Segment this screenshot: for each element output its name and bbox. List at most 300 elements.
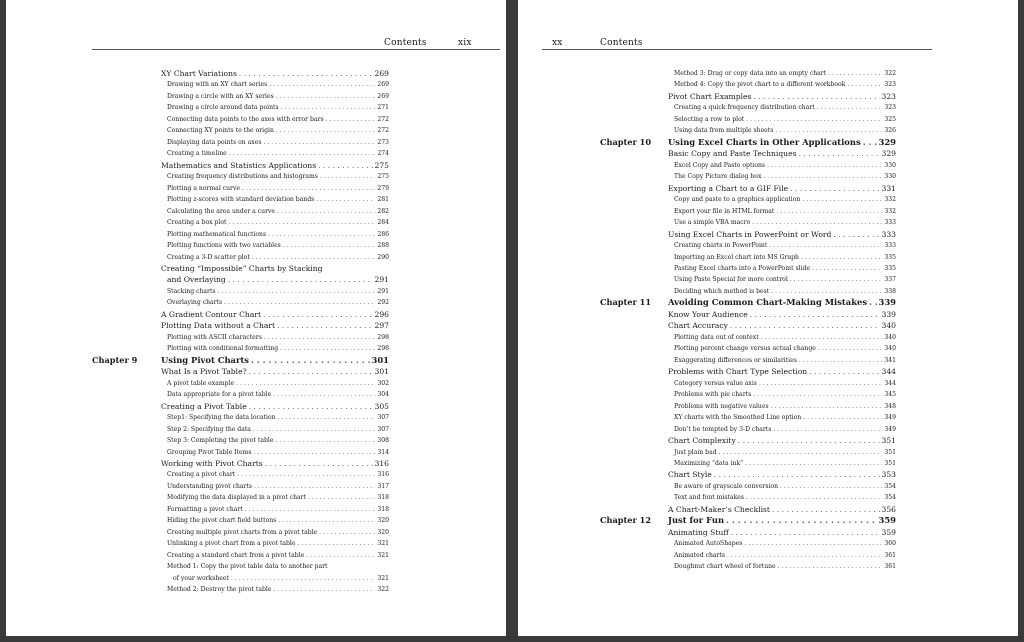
toc-subsection-entry [674,240,896,252]
toc-entry-title: Problems with negative values [674,402,769,410]
chapter-label: Chapter 11 [600,297,652,308]
toc-subsection-entry [674,125,896,137]
toc-entry-title: Animated AutoShapes [674,540,743,548]
toc-section-entry [668,435,896,447]
toc-entry-title: Method 1: Copy the pivot table data to another part [167,563,328,571]
toc-entry-title: Chart Complexity [668,436,736,446]
leader-dots [817,102,883,114]
toc-entry-page: 361 [884,563,896,571]
toc-entry-title: Method 3: Drag or copy data into an empty chart [674,70,827,77]
toc-entry-title: Text and font mistakes [674,494,745,502]
toc-subsection-entry [167,91,389,103]
toc-entry-page: 349 [884,414,896,422]
leader-dots [750,309,880,321]
toc-section-entry [668,148,896,160]
toc-entry-page: 288 [377,242,389,250]
toc-entry-page: 354 [884,494,896,502]
toc-subsection-entry [167,102,389,114]
leader-dots [229,148,376,160]
leader-dots [253,424,375,436]
toc-entry-page: 329 [881,149,896,159]
leader-dots [326,114,376,126]
toc-entry-page: 337 [884,276,896,284]
leader-dots [228,274,373,286]
toc-entry-title: Know Your Audience [668,309,748,319]
toc-entry-title: Modifying the data displayed in a pivot chart [167,494,307,502]
toc-entry-title: Creating a 3-D scatter plot [167,253,250,261]
leader-dots [280,343,375,355]
toc-entry-title: Using Excel Charts in Other Applications [668,136,861,147]
toc-entry-page: 333 [884,242,896,250]
leader-dots [277,320,372,332]
leader-dots [778,561,883,573]
leader-dots [828,68,882,80]
leader-dots [869,297,876,309]
toc-entry-title: Problems with pie charts [674,391,752,399]
toc-subsection-entry [674,68,896,80]
toc-entry-title: Plotting z-scores with standard deviation bands [167,196,315,204]
toc-entry-title: Excel Copy and Paste options [674,161,766,169]
toc-section-entry [668,91,896,103]
toc-section-entry [161,320,389,332]
toc-entry-title: Plotting functions with two variables [167,242,281,250]
toc-entry-page: 273 [377,138,389,146]
toc-entry-page: 304 [377,391,389,399]
toc-entry-page: 274 [377,150,389,158]
leader-dots [759,378,882,390]
toc-subsection-entry [674,343,896,355]
toc-entry-title: Copy and paste to a graphics application [674,196,801,204]
toc-subsection-entry [167,538,389,550]
toc-subsection-entry [167,252,389,264]
leader-dots [847,79,882,91]
toc-section-entry [668,504,896,516]
toc-entry-title: Be aware of grayscale conversion [674,482,779,490]
leader-dots [275,435,375,447]
toc-entry-title: The Copy Picture dialog box [674,173,762,181]
toc-subsection-entry [674,492,896,504]
leader-dots [277,206,375,218]
toc-entry-page: 333 [884,219,896,227]
toc-entry-title: Don’t be tempted by 3-D charts [674,425,772,433]
toc-entry-page: 321 [377,574,389,582]
leader-dots [245,504,376,516]
toc-entry-title: Animated charts [674,551,726,559]
toc-subsection-entry [167,550,389,562]
toc-entry-title: Method 4: Copy the pivot chart to a different workbook [674,81,846,89]
toc-entry-title: Creating multiple pivot charts from a pivot table [167,528,318,536]
toc-entry-title: Exaggerating differences or similarities [674,356,797,364]
toc-entry-page: 339 [878,297,896,308]
toc-subsection-entry [167,137,389,149]
toc-entry-title: Avoiding Common Chart-Making Mistakes [668,297,868,308]
toc-entry-title: Use a simple VBA macro [674,219,751,227]
toc-entry-page: 318 [377,494,389,502]
leader-dots [218,286,376,298]
leader-dots [268,229,375,241]
leader-dots [316,194,375,206]
leader-dots [863,137,877,149]
leader-dots [231,573,375,585]
toc-entry-title: and Overlaying [167,275,226,285]
toc-entry-title: Category versus value axis [674,379,757,387]
toc-entry-page: 271 [377,104,389,112]
leader-dots [278,412,376,424]
toc-entry-page: 359 [881,527,896,537]
toc-entry-title: Maximizing “data ink” [674,459,744,467]
toc-entry-title: Just plain bad [674,448,717,456]
toc-entry-page: 291 [377,287,389,295]
toc-entry-page: 341 [884,356,896,364]
toc-subsection-entry [167,561,389,573]
toc-entry-page: 335 [884,264,896,272]
toc-entry-page: 314 [377,448,389,456]
toc-entry-page: 297 [374,321,389,331]
toc-entry-title: Working with Pivot Charts [161,458,263,468]
toc-subsection-entry [674,412,896,424]
toc-entry-title: Basic Copy and Paste Techniques [668,149,797,159]
toc-entry-title: Creating a Pivot Table [161,401,247,411]
toc-section-entry [668,320,896,332]
leader-dots [237,469,375,481]
running-head-title: Contents [384,38,427,48]
leader-dots [249,401,373,413]
leader-dots [264,332,376,344]
toc-entry-title: Plotting with conditional formatting [167,345,279,353]
toc-subsection-entry [167,171,389,183]
toc-subsection-entry [674,332,896,344]
leader-dots [802,194,882,206]
toc-subsection-entry [674,458,896,470]
toc-entry-page: 269 [377,81,389,89]
toc-entry-title: Plotting data out of context [674,333,759,341]
leader-dots [224,297,375,309]
leader-dots [273,584,375,596]
toc-subsection-entry [167,114,389,126]
leader-dots [319,527,375,539]
leader-dots [269,79,375,91]
toc-entry-page: 323 [884,81,896,89]
toc-entry-page: 275 [377,173,389,181]
toc-subsection-entry [167,469,389,481]
toc-entry-page: 298 [377,345,389,353]
toc-entry-page: 296 [374,309,389,319]
toc-entry-title: Connecting data points to the axes with error bars [167,115,324,123]
toc-entry-title: of your worksheet [173,574,229,582]
toc-entry-title: XY Chart Variations [161,69,237,78]
toc-entry-page: 333 [881,229,896,239]
toc-entry-title: Data appropriate for a pivot table [167,391,272,399]
toc-subsection-entry [674,194,896,206]
toc-entry-page: 329 [878,136,896,147]
leader-dots [283,240,376,252]
toc-entry-title: Importing an Excel chart into MS Graph [674,253,799,261]
toc-chapter-entry [668,137,896,149]
leader-dots [746,114,882,126]
toc-entry-title: Creating charts in PowerPoint [674,242,768,250]
toc-section-entry [668,183,896,195]
toc-entry-title: Calculating the area under a curve [167,207,276,215]
toc-entry-page: 331 [881,183,896,193]
toc-entry-page: 281 [377,196,389,204]
leader-dots [790,274,883,286]
leader-dots [308,492,375,504]
toc-entry-page: 269 [374,69,389,78]
toc-entry-page: 338 [884,287,896,295]
leader-dots [318,160,372,172]
leader-dots [265,458,373,470]
toc-subsection-entry [167,584,389,596]
toc-subsection-entry [674,481,896,493]
toc-subsection-entry [167,229,389,241]
toc-entry-page: 353 [881,470,896,480]
leader-dots [753,389,882,401]
toc-entry-title: Using Excel Charts in PowerPoint or Word [668,229,832,239]
toc-entry-page: 317 [377,482,389,490]
toc-entry-title: Overlaying charts [167,299,223,307]
toc-subsection-entry [674,550,896,562]
toc-section-entry [668,309,896,321]
leader-dots [761,332,883,344]
toc-entry-page: 323 [884,104,896,112]
toc-entry-page: 330 [884,161,896,169]
toc-entry-title: Doughnut chart wheel of fortune [674,563,776,571]
leader-dots [818,343,883,355]
leader-dots [776,206,882,218]
leader-dots [727,550,882,562]
toc-subsection-entry [167,125,389,137]
toc-subsection-entry [173,573,389,585]
toc-subsection-entry [167,515,389,527]
toc-section-entry [668,229,896,241]
toc-entry-title: Creating a quick frequency distribution chart [674,104,815,112]
leader-dots [726,515,876,527]
toc-subsection-entry [167,492,389,504]
toc-entry-page: 269 [377,92,389,100]
toc-section-entry [668,527,896,539]
leader-dots [242,183,375,195]
toc-entry-page: 321 [377,551,389,559]
leader-dots [780,481,882,493]
toc-entry-title: Export your file in HTML format [674,207,775,215]
leader-dots [809,366,879,378]
toc-entry-title: Creating a box plot [167,219,227,227]
toc-entry-title: Step1: Specifying the data location [167,414,276,422]
toc-entry-title: Unlinking a pivot chart from a pivot table [167,540,296,548]
toc-subsection-entry [674,538,896,550]
toc-entry-title: Pivot Chart Examples [668,91,752,101]
header-rule [542,49,932,50]
toc-subsection-entry [674,102,896,114]
leader-dots [763,171,882,183]
toc-entry-title: Using Paste Special for more control [674,276,788,284]
toc-entry-title: Step 3: Completing the pivot table [167,437,274,445]
toc-entry-title: What Is a Pivot Table? [161,367,247,377]
toc-entry-page: 321 [377,540,389,548]
toc-subsection-entry [167,343,389,355]
left-page [6,0,506,636]
toc-entry-page: 332 [884,207,896,215]
header-rule [92,49,500,50]
toc-section-entry [161,160,389,172]
leader-dots [812,263,882,275]
leader-dots [772,504,880,516]
toc-entry-title: Connecting XY points to the origin [167,127,274,135]
toc-subsection-entry [167,378,389,390]
toc-chapter-entry [161,355,389,367]
toc-entry-title: Using data from multiple sheets [674,127,774,135]
toc-entry-title: Plotting mathematical functions [167,230,267,238]
toc-section-entry [668,366,896,378]
toc-subsection-entry [167,217,389,229]
toc-subsection-entry [674,263,896,275]
toc-entry-page: 279 [377,184,389,192]
page-number: xx [552,38,563,48]
leader-dots [254,481,375,493]
toc-entry-page: 298 [377,333,389,341]
toc-entry-title: Creating a pivot chart [167,471,236,479]
toc-entry-title: Creating frequency distributions and histograms [167,173,318,181]
leader-dots [745,458,882,470]
toc-entry-title: Drawing with an XY chart series [167,81,268,89]
toc-entry-page: 291 [374,275,389,285]
toc-entry-title: Hiding the pivot chart field buttons [167,517,277,525]
toc-entry-page: 316 [377,471,389,479]
leader-dots [767,160,882,172]
leader-dots [273,389,375,401]
toc-entry-title: Just for Fun [668,515,725,526]
toc-subsection-entry [674,114,896,126]
toc-subsection-entry [674,79,896,91]
toc-subsection-entry [167,527,389,539]
toc-subsection-entry [167,504,389,516]
toc-entry-page: 339 [881,309,896,319]
toc-subsection-entry [167,481,389,493]
toc-entry-page: 322 [884,70,896,77]
toc-subsection-entry [167,447,389,459]
leader-dots [771,401,883,413]
toc-subsection-entry [167,194,389,206]
toc-subsection-entry [167,424,389,436]
leader-dots [753,91,879,103]
toc-section-entry [161,401,389,413]
toc-entry-title: Drawing a circle around data points [167,104,279,112]
toc-entry-title: Understanding pivot charts [167,482,253,490]
toc-entry-page: 359 [878,515,896,526]
leader-dots [239,68,373,80]
toc-chapter-entry [668,515,896,527]
toc-subsection-entry [167,240,389,252]
toc-subsection-entry [674,252,896,264]
leader-dots [769,240,882,252]
toc-entry-page: 325 [884,115,896,123]
toc-subsection-entry [674,217,896,229]
leader-dots [744,538,882,550]
toc-entry-title: XY charts with the Smoothed Line option [674,414,802,422]
toc-section-entry [161,458,389,470]
toc-entry-title: Method 2: Destroy the pivot table [167,586,272,594]
toc-entry-page: 290 [377,253,389,261]
chapter-label: Chapter 12 [600,515,652,526]
leader-dots [746,492,882,504]
leader-dots [752,217,882,229]
toc-entry-page: 330 [884,173,896,181]
toc-subsection-entry [674,561,896,573]
toc-entry-page: 282 [377,207,389,215]
toc-entry-page: 301 [374,367,389,377]
toc-subsection-entry [674,447,896,459]
toc-entry-page: 349 [884,425,896,433]
toc-entry-title: Using Pivot Charts [161,354,249,365]
leader-dots [719,447,883,459]
leader-dots [803,412,882,424]
toc-entry-page: 345 [884,391,896,399]
toc-subsection-entry [167,435,389,447]
leader-dots [775,125,882,137]
toc-subsection-entry [674,274,896,286]
toc-section-entry [161,366,389,378]
leader-dots [276,91,376,103]
toc-entry-page: 305 [374,401,389,411]
toc-entry-title: Displaying data points on axes [167,138,262,146]
right-page [518,0,1018,636]
toc-entry-page: 320 [377,517,389,525]
toc-entry-page: 332 [884,196,896,204]
toc-entry-page: 340 [884,333,896,341]
toc-subsection-entry [167,148,389,160]
toc-entry-title: A pivot table example [167,379,235,387]
toc-entry-page: 320 [377,528,389,536]
toc-entry-title: Deciding which method is best [674,287,770,295]
toc-entry-page: 351 [884,448,896,456]
toc-section-entry [161,263,389,275]
toc-entry-title: Formatting a pivot chart [167,505,243,513]
toc-entry-page: 360 [884,540,896,548]
toc-entry-title: Plotting with ASCII characters [167,333,262,341]
toc-entry-page: 335 [884,253,896,261]
toc-entry-title: Problems with Chart Type Selection [668,367,808,377]
toc-subsection-entry [167,297,389,309]
leader-dots [263,137,375,149]
toc-entry-page: 302 [377,379,389,387]
toc-entry-title: Plotting a normal curve [167,184,241,192]
toc-subsection-entry [674,355,896,367]
toc-entry-title: Animating Stuff [668,527,729,537]
toc-section-entry [161,68,389,80]
toc-subsection-entry [674,378,896,390]
toc-entry-title: Creating a standard chart from a pivot table [167,551,305,559]
chapter-label: Chapter 9 [92,354,138,365]
leader-dots [833,229,879,241]
leader-dots [771,286,882,298]
leader-dots [297,538,375,550]
leader-dots [738,435,880,447]
toc-subsection-entry [167,412,389,424]
leader-dots [228,217,375,229]
toc-subsection-entry [674,389,896,401]
toc-subsection-entry [674,171,896,183]
leader-dots [731,527,880,539]
toc-subsection-entry [674,424,896,436]
leader-dots [236,378,375,390]
leader-dots [249,366,373,378]
toc-entry-page: 356 [881,504,896,514]
leader-dots [790,183,879,195]
toc-entry-page: 316 [374,458,389,468]
leader-dots [801,252,882,264]
toc-entry-page: 318 [377,505,389,513]
toc-entry-page: 284 [377,219,389,227]
